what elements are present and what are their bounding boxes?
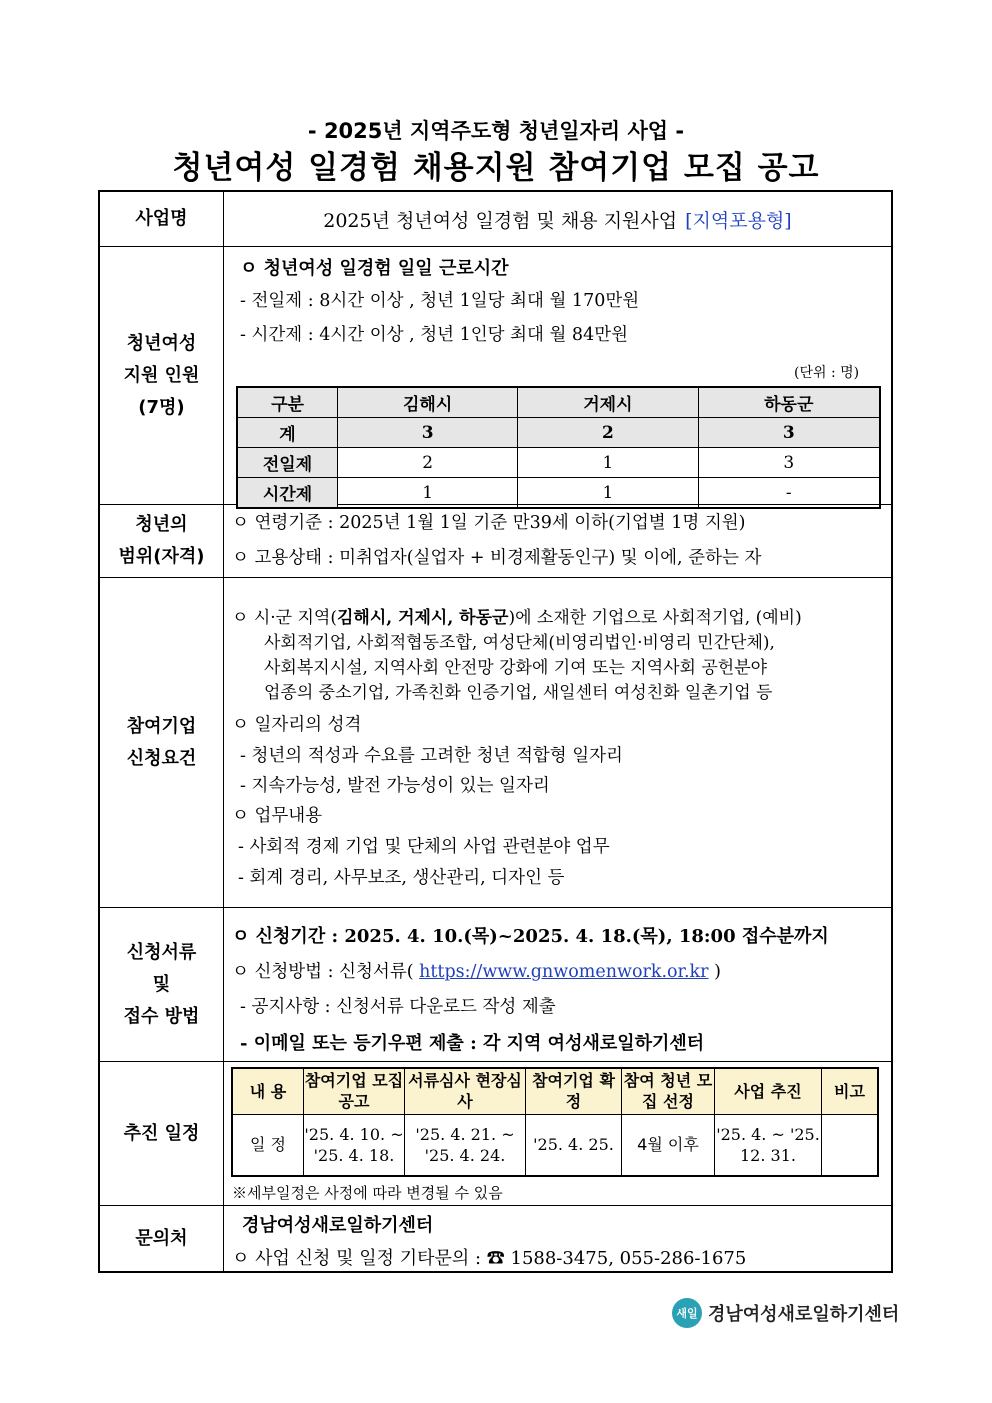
label-requirements-line: 신청요건 — [126, 747, 197, 769]
label-application — [100, 908, 224, 1061]
app-period: ㅇ 신청기간 : 2025. 4. 10.(목)~2025. 4. 18.(목), 18:00 접수분까지 — [232, 926, 829, 947]
schedule-th: 사업 추진 — [715, 1068, 822, 1114]
contact-org: 경남여성새로일하기센터 — [242, 1215, 434, 1236]
support-cell: 3 — [698, 418, 880, 448]
support-row-label: 계 — [237, 418, 338, 448]
support-line-parttime: - 시간제 : 4시간 이상 , 청년 1인당 최대 월 84만원 — [240, 325, 629, 345]
support-cell: 1 — [518, 478, 698, 509]
req-region-cont: 사회복지시설, 지역사회 안전망 강화에 기여 또는 지역사회 공헌분야 — [264, 658, 768, 678]
logo-text: 경남여성새로일하기센터 — [708, 1304, 900, 1325]
req-job-line: - 지속가능성, 발전 가능성이 있는 일자리 — [240, 776, 550, 796]
label-contact: 문의처 — [100, 1206, 224, 1271]
schedule-note: ※세부일정은 사정에 따라 변경될 수 있음 — [232, 1184, 503, 1202]
label-application-line: 및 — [152, 973, 171, 995]
schedule-cell — [822, 1114, 879, 1176]
req-region-suffix: )에 소재한 기업으로 사회적기업, (예비) — [508, 608, 802, 628]
label-requirements — [100, 578, 224, 907]
support-table — [236, 386, 881, 509]
support-th: 하동군 — [698, 387, 880, 418]
support-line-fulltime: - 전일제 : 8시간 이상 , 청년 1일당 최대 월 170만원 — [240, 291, 640, 311]
label-support-line: 지원 인원 — [123, 364, 200, 386]
support-cell: 1 — [518, 448, 698, 478]
support-th: 거제시 — [518, 387, 698, 418]
req-region-prefix: ㅇ 시·군 지역( — [232, 608, 337, 628]
scope-age: ㅇ 연령기준 : 2025년 1월 1일 기준 만39세 이하(기업별 1명 지원) — [232, 513, 746, 533]
schedule-row-label: 일 정 — [232, 1114, 304, 1176]
schedule-cell: '25. 4. 25. — [526, 1114, 622, 1176]
section-scope — [100, 505, 891, 578]
support-cell: 3 — [698, 448, 880, 478]
label-scope-line: 청년의 — [135, 514, 188, 535]
section-application — [100, 908, 891, 1062]
app-website-link[interactable]: https://www.gnwomenwork.or.kr — [419, 962, 709, 982]
app-submit: - 이메일 또는 등기우편 제출 : 각 지역 여성새로일하기센터 — [240, 1033, 705, 1054]
logo-icon: 새일 — [672, 1298, 702, 1328]
req-job-line: - 청년의 적성과 수요를 고려한 청년 적합형 일자리 — [240, 746, 623, 766]
label-support-line: (7명) — [138, 396, 185, 418]
support-cell: 2 — [338, 448, 518, 478]
footer-logo — [672, 1298, 899, 1328]
req-task-line: - 사회적 경제 기업 및 단체의 사업 관련분야 업무 — [238, 837, 610, 857]
schedule-cell: 4월 이후 — [622, 1114, 715, 1176]
req-region-cont: 사회적기업, 사회적협동조합, 여성단체(비영리법인·비영리 민간단체), — [264, 633, 775, 653]
app-notice: - 공지사항 : 신청서류 다운로드 작성 제출 — [240, 997, 556, 1017]
req-region-bold: 김해시, 거제시, 하동군 — [336, 608, 509, 628]
support-th: 구분 — [237, 387, 338, 418]
schedule-th: 내 용 — [232, 1068, 304, 1114]
schedule-cell: '25. 4. 21. ~ '25. 4. 24. — [405, 1114, 526, 1176]
app-method-prefix: ㅇ 신청방법 : 신청서류( — [232, 962, 420, 982]
section-support — [100, 247, 891, 505]
unit-label: (단위 : 명) — [794, 365, 860, 381]
support-cell: 1 — [338, 478, 518, 509]
label-application-line: 접수 방법 — [123, 1005, 200, 1027]
support-row-label: 시간제 — [237, 478, 338, 509]
project-name-value: 2025년 청년여성 일경험 및 채용 지원사업 — [323, 209, 678, 232]
contact-line: ㅇ 사업 신청 및 일정 기타문의 : ☎ 1588-3475, 055-286-1675 — [232, 1248, 747, 1269]
req-job-heading: ㅇ 일자리의 성격 — [232, 715, 362, 735]
support-th: 김해시 — [338, 387, 518, 418]
app-method-suffix: ) — [708, 962, 721, 982]
schedule-th: 서류심사 현장심사 — [405, 1068, 526, 1114]
schedule-th: 비고 — [822, 1068, 879, 1114]
support-heading: ㅇ 청년여성 일경험 일일 근로시간 — [240, 258, 509, 279]
doc-subtitle: - 2025년 지역주도형 청년일자리 사업 - — [307, 119, 685, 143]
section-project-name — [100, 192, 891, 247]
schedule-cell: '25. 4. 10. ~ '25. 4. 18. — [304, 1114, 405, 1176]
doc-title: 청년여성 일경험 채용지원 참여기업 모집 공고 — [172, 150, 820, 186]
label-support — [100, 247, 224, 504]
support-cell: 3 — [338, 418, 518, 448]
label-project-name: 사업명 — [100, 192, 224, 246]
project-tag: [지역포용형] — [685, 209, 792, 232]
label-application-line: 신청서류 — [126, 941, 197, 963]
label-requirements-line: 참여기업 — [126, 715, 197, 737]
app-method — [232, 958, 721, 983]
support-row-label: 전일제 — [237, 448, 338, 478]
label-support-line: 청년여성 — [126, 332, 197, 354]
req-region-line — [232, 603, 802, 628]
schedule-cell: '25. 4. ~ '25. 12. 31. — [715, 1114, 822, 1176]
notice-table — [98, 190, 893, 1273]
support-cell: 2 — [518, 418, 698, 448]
scope-employment: ㅇ 고용상태 : 미취업자(실업자 + 비경제활동인구) 및 이에, 준하는 자 — [232, 548, 762, 568]
label-schedule: 추진 일정 — [100, 1062, 224, 1205]
schedule-th: 참여 청년 모집 선정 — [622, 1068, 715, 1114]
schedule-th: 참여기업 모집공고 — [304, 1068, 405, 1114]
req-task-line: - 회계 경리, 사무보조, 생산관리, 디자인 등 — [238, 868, 565, 888]
section-requirements — [100, 578, 891, 908]
schedule-th: 참여기업 확정 — [526, 1068, 622, 1114]
label-scope-line: 범위(자격) — [118, 546, 205, 567]
schedule-table — [231, 1067, 879, 1177]
label-scope — [100, 505, 224, 577]
req-region-cont: 업종의 중소기업, 가족친화 인증기업, 새일센터 여성친화 일촌기업 등 — [264, 683, 773, 703]
support-cell: - — [698, 478, 880, 509]
req-task-heading: ㅇ 업무내용 — [232, 806, 323, 826]
section-schedule — [100, 1062, 891, 1206]
section-contact — [100, 1206, 891, 1271]
